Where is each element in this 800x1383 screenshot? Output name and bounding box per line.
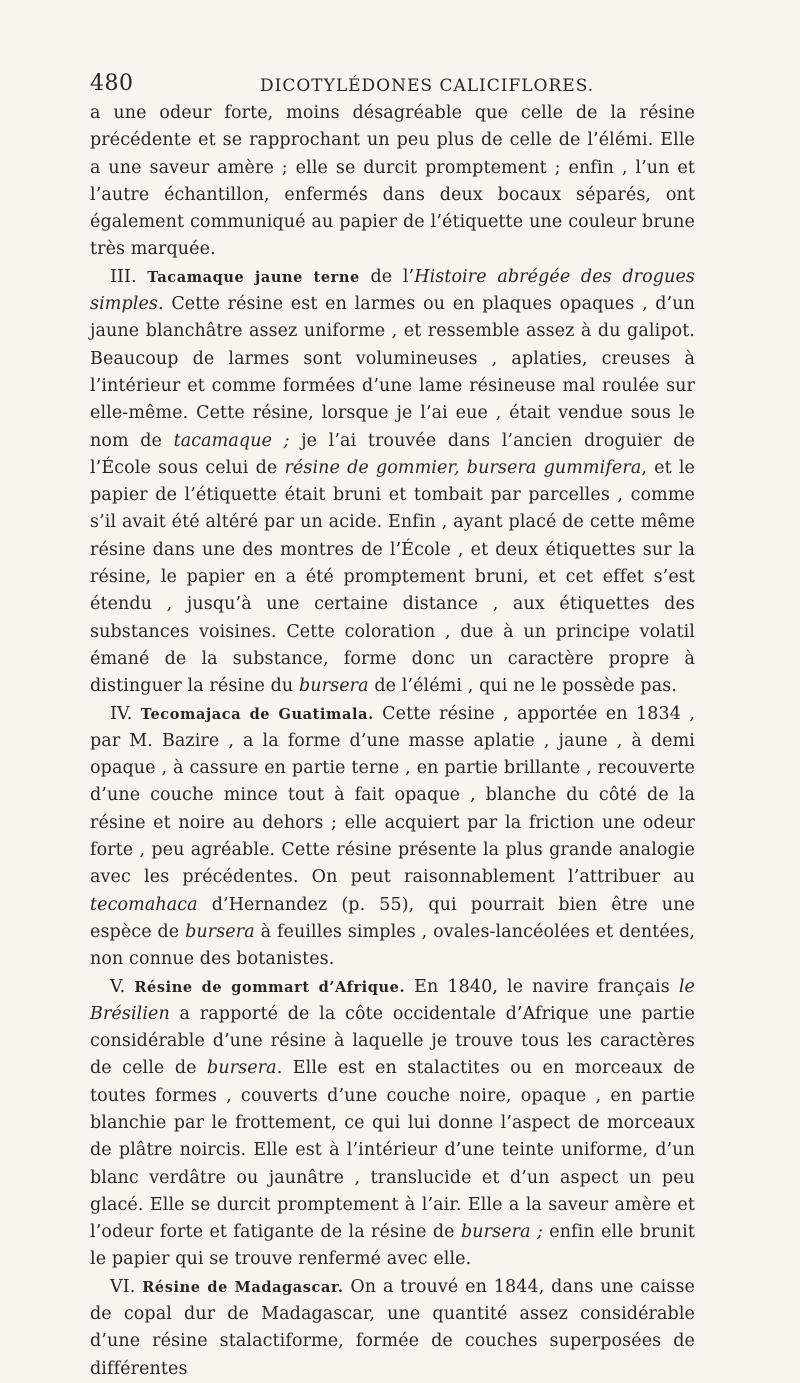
running-title: DICOTYLÉDONES CALICIFLORES. — [260, 76, 595, 96]
section-number: IV. — [110, 703, 133, 724]
paragraph-tacamaque — [90, 264, 695, 701]
text-run: de l’élémi , qui ne le possède pas. — [368, 676, 677, 697]
text-run: En 1840, le navire français — [405, 976, 679, 997]
italic-run: bursera — [207, 1058, 277, 1079]
text-run: d’Hernandez (p. 55), qui pourrait bien être une espèce de — [90, 894, 695, 942]
section-label: Résine de Madagascar. — [142, 1278, 344, 1296]
paragraph-continuation: a une odeur forte, moins désagréable que celle de la résine précédente et se rapprochant un peu plus de celle de l’élémi. Elle a une saveur amère ; elle se durcit promptement ; enfin , l’un et l’autre échantillon, enfermés dans deux bocaux séparés, ont également communiqué au papier de l’étiquette une couleur brune très marquée. — [90, 103, 695, 260]
italic-run: bursera — [185, 921, 255, 942]
section-number: V. — [110, 976, 126, 997]
italic-run: bursera — [298, 676, 369, 697]
text-run: Cette résine , apportée en 1834 , par M. Bazire , a la forme d’une masse aplatie , jaune , à demi opaque , à cassure en partie terne , en partie brillante , recouverte d’une couche mince tout à fait opaque , blanche du côté de la résine et noire au dehors ; elle acquiert par la friction une odeur forte , peu agréable. Cette résine présente la plus grande analogie avec les précédentes. On peut raisonnablement l’attribuer au — [90, 703, 695, 888]
italic-run: Histoire abrégée des drogues simples — [90, 266, 695, 315]
italic-run: résine de gommier, bursera gummifera — [284, 457, 642, 478]
text-run: , et le papier de l’étiquette était bruni et tombait par parcelles , comme s’il avait été altéré par un acide. Enfin , ayant placé de cette même résine dans une des montres de l’École , et deux étiquettes sur la résine, le papier en a été promptement bruni, et cet effet s’est étendu , jusqu’à une certaine distance , aux étiquettes des substances voisines. Cette coloration , due à un principe volatil émané de la substance, forme donc un caractère propre à distinguer la résine du — [90, 457, 695, 697]
text-run: . Elle est en stalactites ou en morceaux de toutes formes , couverts d’une couche noire, opaque , en partie blanchie par le frottement, ce qui lui donne l’aspect de morceaux de plâtre noircis. Elle est à l’intérieur d’une teinte uniforme, d’un blanc verdâtre ou jaunâtre , translucide et d’un aspect un peu glacé. Elle se durcit promptement à l’air. Elle a la saveur amère et l’odeur forte et fatigante de la résine de — [90, 1058, 695, 1243]
paragraph-tecomajaca — [90, 701, 695, 974]
paragraph-madagascar — [90, 1274, 695, 1383]
italic-run: tecomahaca — [90, 894, 198, 915]
section-number: III. — [110, 266, 137, 287]
text-run: enfin elle brunit le papier qui se trouve renfermé avec elle. — [90, 1222, 695, 1270]
section-label: Tecomajaca de Guatimala. — [140, 705, 374, 723]
italic-run: bursera ; — [460, 1222, 543, 1243]
paragraph-gommart — [90, 974, 695, 1274]
text-run: de l’ — [359, 266, 415, 287]
italic-run: tacamaque ; — [173, 430, 290, 451]
text-run: a rapporté de la côte occidentale d’Afrique une partie considérable d’une résine à laquelle je trouve tous les caractères de celle de — [90, 1003, 695, 1079]
page-number: 480 — [90, 71, 134, 96]
section-label: Tacamaque jaune terne — [147, 268, 360, 286]
italic-run: le Brésilien — [90, 976, 695, 1024]
text-run: je l’ai trouvée dans l’ancien droguier de l’École sous celui de — [90, 430, 695, 478]
page-body — [90, 100, 695, 1383]
section-number: VI. — [110, 1276, 136, 1297]
section-label: Résine de gommart d’Afrique. — [134, 978, 406, 996]
text-run: . Cette résine est en larmes ou en plaques opaques , d’un jaune blanchâtre assez uniforme , et ressemble assez à du galipot. Beaucoup de larmes sont volumineuses , aplaties, creuses à l’intérieur et comme formées d’une lame résineuse mal roulée sur elle-même. Cette résine, lorsque je l’ai eue , était vendue sous le nom de — [90, 294, 695, 451]
text-run: à feuilles simples , ovales-lancéolées et dentées, non connue des botanistes. — [90, 921, 695, 970]
text-run: On a trouvé en 1844, dans une caisse de copal dur de Madagascar, une quantité assez considérable d’une résine stalactiforme, formée de couches superposées de différentes — [90, 1276, 695, 1379]
